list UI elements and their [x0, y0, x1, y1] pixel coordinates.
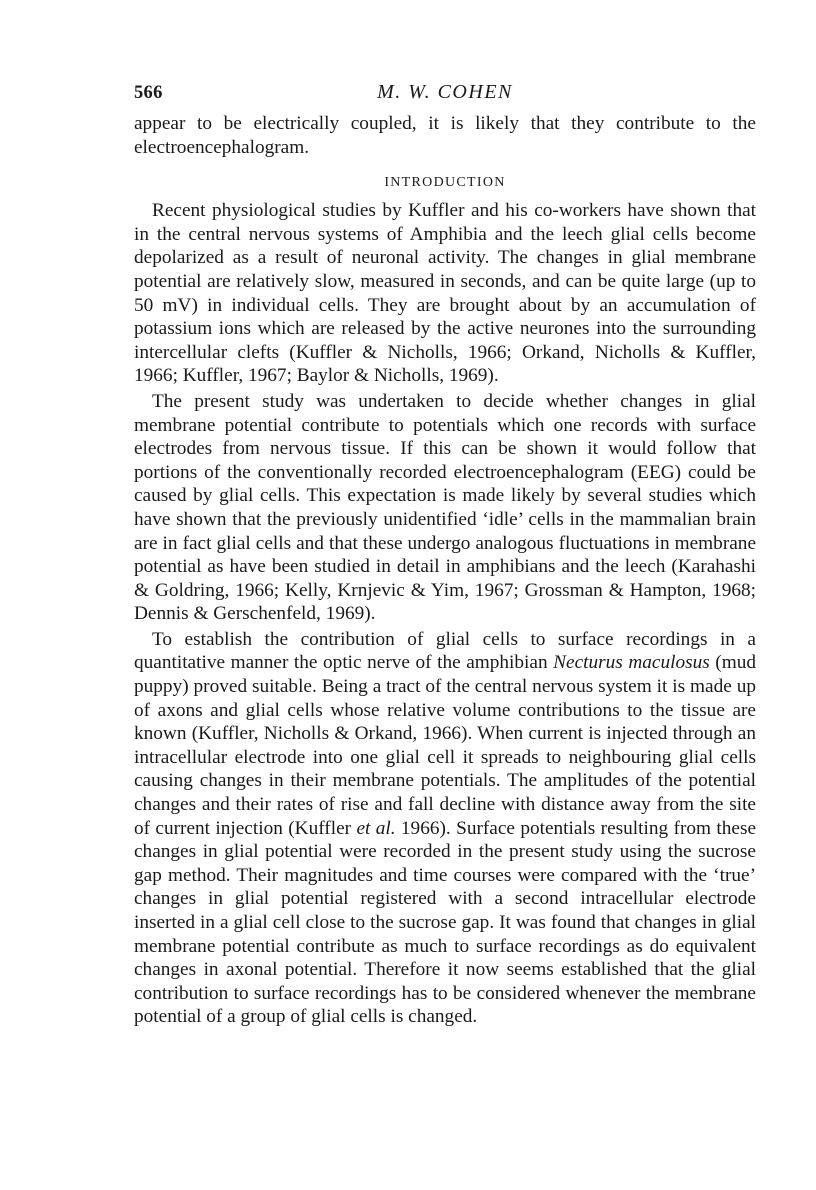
- et-al-citation: et al.: [356, 817, 396, 839]
- intro-paragraph-1: Recent physiological studies by Kuffler and his co-workers have shown that in the central nervous systems of Amphibia and the leech glial cells become depolarized as a result of neuronal activity. The changes in glial membrane potential are relatively slow, measured in seconds, and can be quite large (up to 50 mV) in individual cells. They are brought about by an accumulation of potassium ions which are released by the active neurones into the surrounding intercellular clefts (Kuffler & Nicholls, 1966; Orkand, Nicholls & Kuffler, 1966; Kuffler, 1967; Baylor & Nicholls, 1969).: [134, 200, 756, 387]
- intro-paragraph-2: The present study was undertaken to decide whether changes in glial membrane potential contribute to potentials which one records with surface electrodes from nervous tissue. If this can be shown it would follow that portions of the conventionally recorded electroencephalogram (EEG) could be caused by glial cells. This expectation is made likely by several studies which have shown that the previously unidentified ‘idle’ cells in the mammalian brain are in fact glial cells and that these undergo analogous fluctuations in membrane potential as have been studied in detail in amphibians and the leech (Karahashi & Goldring, 1966; Kelly, Krnjevic & Yim, 1967; Grossman & Hampton, 1968; Dennis & Gerschenfeld, 1969).: [134, 390, 756, 625]
- intro-paragraph-3: [134, 628, 756, 1029]
- paragraph-text: (mud puppy) proved suitable. Being a tract of the central nervous system it is made up of axons and glial cells whose relative volume contributions to the tissue are known (Kuffler, Nicholls & Orkand, 1966). When current is injected through an intracellular electrode into one glial cell it spreads to neighbouring glial cells causing changes in their membrane potentials. The amplitudes of the potential changes and their rates of rise and fall decline with distance away from the site of current injection (Kuffler: [134, 652, 756, 839]
- page-number: 566: [134, 83, 163, 103]
- abstract-continuation: appear to be electrically coupled, it is likely that they contribute to the electroencephalogram.: [134, 113, 756, 158]
- running-title: M. W. COHEN: [377, 81, 513, 103]
- paragraph-text: 1966). Surface potentials resulting from these changes in glial potential were recorded in the present study using the sucrose gap method. Their magnitudes and time courses were compared with the ‘true’ changes in glial potential registered with a second intracellular electrode inserted in a glial cell close to the sucrose gap. It was found that changes in glial membrane potential contribute as much to surface recordings as do equivalent changes in axonal potential. Therefore it now seems established that the glial contribution to surface recordings has to be considered whenever the membrane potential of a group of glial cells is changed.: [134, 817, 756, 1028]
- journal-page: [134, 78, 756, 1031]
- section-heading-introduction: INTRODUCTION: [384, 175, 506, 191]
- species-name: Necturus maculosus: [553, 652, 710, 674]
- paragraph-text: To establish the contribution of glial cells to surface recordings in a quantitative manner the optic nerve of the amphibian: [134, 628, 756, 674]
- running-header: [134, 78, 756, 108]
